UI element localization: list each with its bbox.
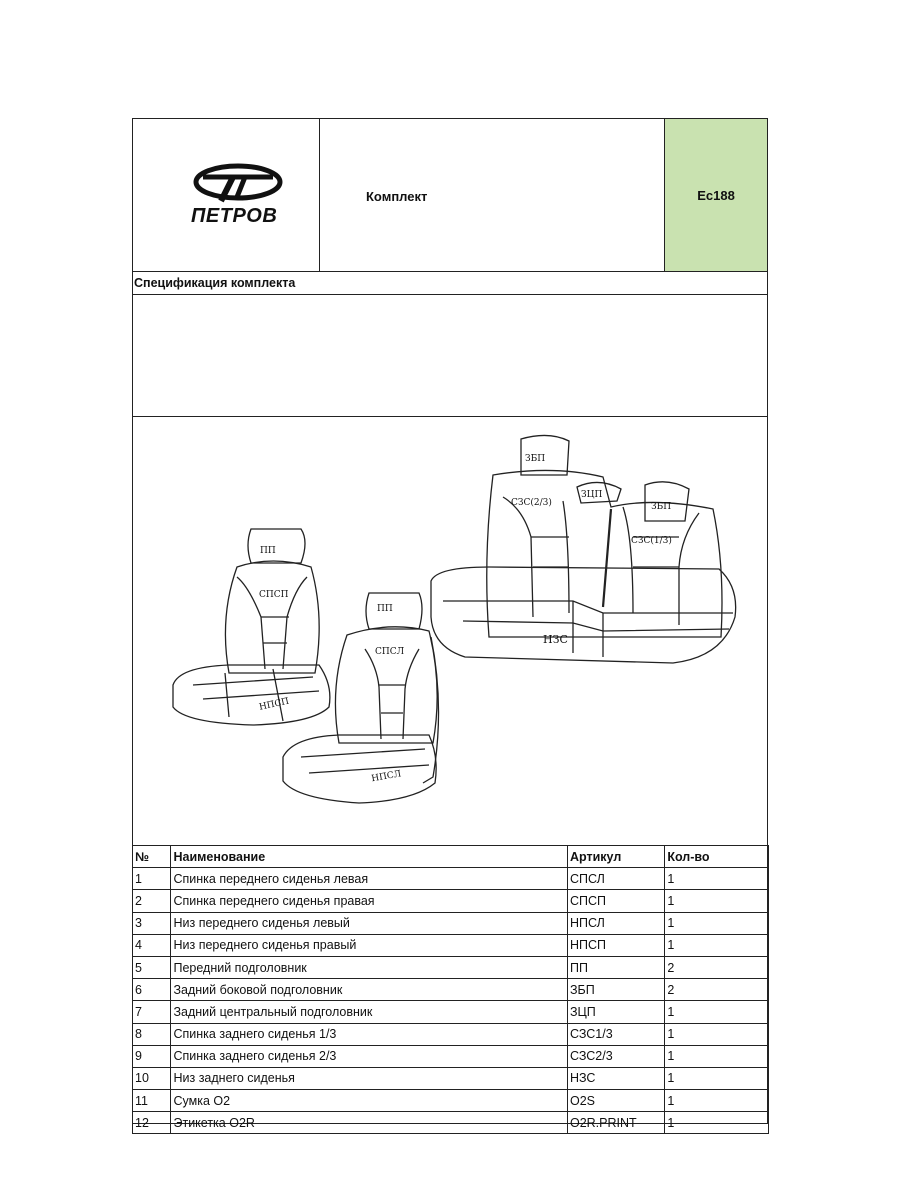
cell-article: НЗС — [567, 1067, 664, 1089]
cell-name: Этикетка O2R — [171, 1112, 568, 1134]
cell-article: ЗБП — [567, 979, 664, 1001]
label-front-left-seat: НПСП — [258, 696, 291, 713]
table-row — [133, 1112, 769, 1134]
set-code: Ес188 — [697, 187, 735, 203]
seat-diagram — [133, 417, 767, 845]
logo-text: ПЕТРОВ — [191, 205, 278, 227]
cell-number: 3 — [133, 912, 171, 934]
table-row — [133, 1045, 769, 1067]
cell-number: 2 — [133, 890, 171, 912]
set-cell — [320, 119, 665, 271]
cell-quantity: 2 — [665, 979, 769, 1001]
table-row — [133, 890, 769, 912]
cell-article: ЗЦП — [567, 1001, 664, 1023]
front-seat-left — [173, 529, 330, 725]
label-rear-back-left: СЗС(2/3) — [511, 498, 552, 508]
cell-name: Низ заднего сиденья — [171, 1067, 568, 1089]
cell-name: Сумка О2 — [171, 1090, 568, 1112]
spec-sheet — [132, 118, 768, 1130]
cell-name: Низ переднего сиденья правый — [171, 934, 568, 956]
cell-number: 1 — [133, 868, 171, 890]
cell-article: СПСЛ — [567, 868, 664, 890]
petrov-logo-icon — [193, 159, 283, 205]
label-front-right-back: СПСЛ — [375, 647, 405, 657]
set-label: Комплект — [366, 189, 428, 204]
label-rear-head-right: ЗБП — [651, 502, 672, 512]
cell-name: Передний подголовник — [171, 956, 568, 978]
rear-bench — [431, 435, 736, 663]
cell-number: 6 — [133, 979, 171, 1001]
cell-quantity: 1 — [665, 1023, 769, 1045]
cell-article: НПСЛ — [567, 912, 664, 934]
cell-article: O2R.PRINT — [567, 1112, 664, 1134]
cell-quantity: 1 — [665, 1001, 769, 1023]
cell-name: Спинка заднего сиденья 1/3 — [171, 1023, 568, 1045]
cell-quantity: 2 — [665, 956, 769, 978]
cell-article: O2S — [567, 1090, 664, 1112]
cell-article: СЗС2/3 — [567, 1045, 664, 1067]
cell-article: СПСП — [567, 890, 664, 912]
table-row — [133, 1090, 769, 1112]
sheet-header — [133, 119, 767, 272]
label-rear-seat: НЗС — [543, 633, 568, 646]
set-code-cell — [664, 119, 767, 271]
table-row — [133, 1001, 769, 1023]
cell-quantity: 1 — [665, 1112, 769, 1134]
col-header-article: Артикул — [567, 846, 664, 868]
cell-name: Спинка переднего сиденья левая — [171, 868, 568, 890]
cell-article: НПСП — [567, 934, 664, 956]
cell-quantity: 1 — [665, 890, 769, 912]
cell-name: Задний боковой подголовник — [171, 979, 568, 1001]
cell-name: Спинка заднего сиденья 2/3 — [171, 1045, 568, 1067]
cell-number: 5 — [133, 956, 171, 978]
label-front-right-head: ПП — [377, 604, 393, 614]
cell-number: 4 — [133, 934, 171, 956]
table-row — [133, 912, 769, 934]
cell-number: 7 — [133, 1001, 171, 1023]
table-row — [133, 934, 769, 956]
cell-name: Спинка переднего сиденья правая — [171, 890, 568, 912]
cell-number: 10 — [133, 1067, 171, 1089]
table-row — [133, 1067, 769, 1089]
label-front-right-seat: НПСЛ — [370, 769, 403, 785]
col-header-quantity: Кол-во — [665, 846, 769, 868]
cell-quantity: 1 — [665, 1067, 769, 1089]
table-row — [133, 868, 769, 890]
table-row — [133, 1023, 769, 1045]
cell-article: ПП — [567, 956, 664, 978]
cell-quantity: 1 — [665, 934, 769, 956]
cell-name: Задний центральный подголовник — [171, 1001, 568, 1023]
label-rear-head-left: ЗБП — [525, 454, 546, 464]
col-header-name: Наименование — [171, 846, 568, 868]
cell-article: СЗС1/3 — [567, 1023, 664, 1045]
label-rear-back-right: СЗС(1/3) — [631, 536, 672, 546]
table-row — [133, 956, 769, 978]
cell-number: 11 — [133, 1090, 171, 1112]
cell-quantity: 1 — [665, 1090, 769, 1112]
cell-number: 12 — [133, 1112, 171, 1134]
label-front-left-head: ПП — [260, 546, 276, 556]
spec-table — [132, 845, 769, 1134]
cell-quantity: 1 — [665, 912, 769, 934]
table-header-row — [133, 846, 769, 868]
table-row — [133, 979, 769, 1001]
spec-table-body — [133, 868, 769, 1134]
seat-diagram-svg — [133, 417, 769, 845]
cell-number: 9 — [133, 1045, 171, 1067]
cell-name: Низ переднего сиденья левый — [171, 912, 568, 934]
label-front-left-back: СПСП — [259, 590, 289, 600]
label-rear-head-center: ЗЦП — [581, 490, 603, 500]
cell-quantity: 1 — [665, 868, 769, 890]
cell-quantity: 1 — [665, 1045, 769, 1067]
front-seat-right — [283, 593, 439, 803]
cell-number: 8 — [133, 1023, 171, 1045]
col-header-number: № — [133, 846, 171, 868]
notes-area — [133, 295, 767, 417]
logo-cell — [133, 119, 320, 271]
spec-title: Спецификация комплекта — [133, 272, 767, 295]
